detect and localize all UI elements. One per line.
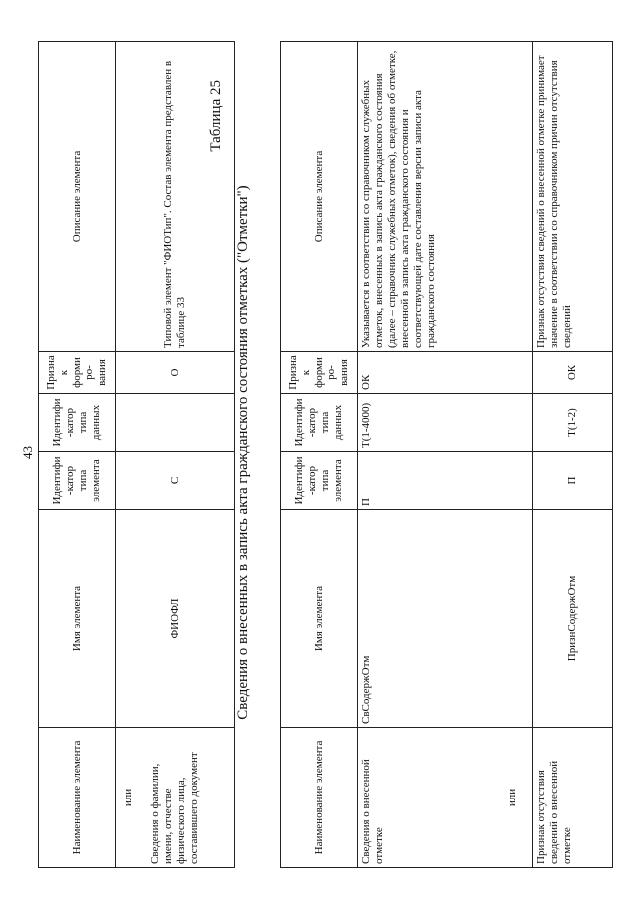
header-description: Описание элемента bbox=[281, 42, 358, 352]
header-element-name: Имя элемента bbox=[39, 510, 116, 728]
cell-formation: ОК bbox=[533, 352, 613, 394]
header-name: Наименование элемента bbox=[281, 728, 358, 868]
cell-name: Признак отсутствия сведений о внесенной отметке bbox=[533, 728, 613, 868]
section-title: Сведения о внесенных в запись акта гражданского состояния отметках ("Отметки") bbox=[235, 185, 251, 720]
cell-element-name: ПризнСодержОтм bbox=[533, 510, 613, 728]
cell-element-name: ФИОФЛ bbox=[116, 510, 235, 728]
cell-data-type-id: T(1-2) bbox=[533, 394, 613, 452]
header-type-id: Идентифи-катор типа элемента bbox=[39, 452, 116, 510]
page-number: 43 bbox=[20, 446, 35, 459]
table-header-row bbox=[281, 42, 358, 868]
table-marks bbox=[280, 41, 613, 868]
cell-name bbox=[358, 728, 533, 868]
cell-name bbox=[116, 728, 235, 868]
row-name: Сведения о фамилии, имени, отчестве физического лица, составившего документ bbox=[148, 752, 200, 864]
or-separator: или bbox=[122, 788, 134, 807]
cell-description: Признак отсутствия сведений о внесенной отметке принимает значение в соответствии со справочником причин отсутствия сведений bbox=[533, 42, 613, 352]
table-label: Таблица 25 bbox=[208, 80, 224, 152]
or-separator: или bbox=[505, 788, 518, 807]
cell-element-name: СвСодержОтм bbox=[358, 510, 533, 728]
header-data-type-id: Идентифи-катор типа данных bbox=[281, 394, 358, 452]
table-row bbox=[116, 42, 235, 868]
header-type-id: Идентифи-катор типа элемента bbox=[281, 452, 358, 510]
cell-type-id: П bbox=[358, 452, 533, 510]
header-description: Описание элемента bbox=[39, 42, 116, 352]
table-row bbox=[533, 42, 613, 868]
cell-formation: ОК bbox=[358, 352, 533, 394]
row-name: Сведения о внесенной отметке bbox=[360, 759, 385, 864]
header-formation: Признак формиро-вания bbox=[39, 352, 116, 394]
table-row bbox=[358, 42, 533, 868]
header-formation: Признак формиро-вания bbox=[281, 352, 358, 394]
cell-type-id: П bbox=[533, 452, 613, 510]
table-continuation bbox=[38, 41, 235, 868]
cell-description: Типовой элемент "ФИОТип". Состав элемента представлен в таблице 33 bbox=[116, 42, 235, 352]
cell-formation: О bbox=[116, 352, 235, 394]
header-name: Наименование элемента bbox=[39, 728, 116, 868]
cell-type-id: С bbox=[116, 452, 235, 510]
header-data-type-id: Идентифи-катор типа данных bbox=[39, 394, 116, 452]
cell-data-type-id: T(1-4000) bbox=[358, 394, 533, 452]
cell-description: Указывается в соответствии со справочником служебных отметок, внесенных в запись акта гражданского состояния (далее – справочник служебных отметок), сведения об отметке, внесенной в запись акта гражданского состояния и соответствующей дате составления версии записи акта гражданского состояния bbox=[358, 42, 533, 352]
cell-data-type-id bbox=[116, 394, 235, 452]
header-element-name: Имя элемента bbox=[281, 510, 358, 728]
table-header-row bbox=[39, 42, 116, 868]
